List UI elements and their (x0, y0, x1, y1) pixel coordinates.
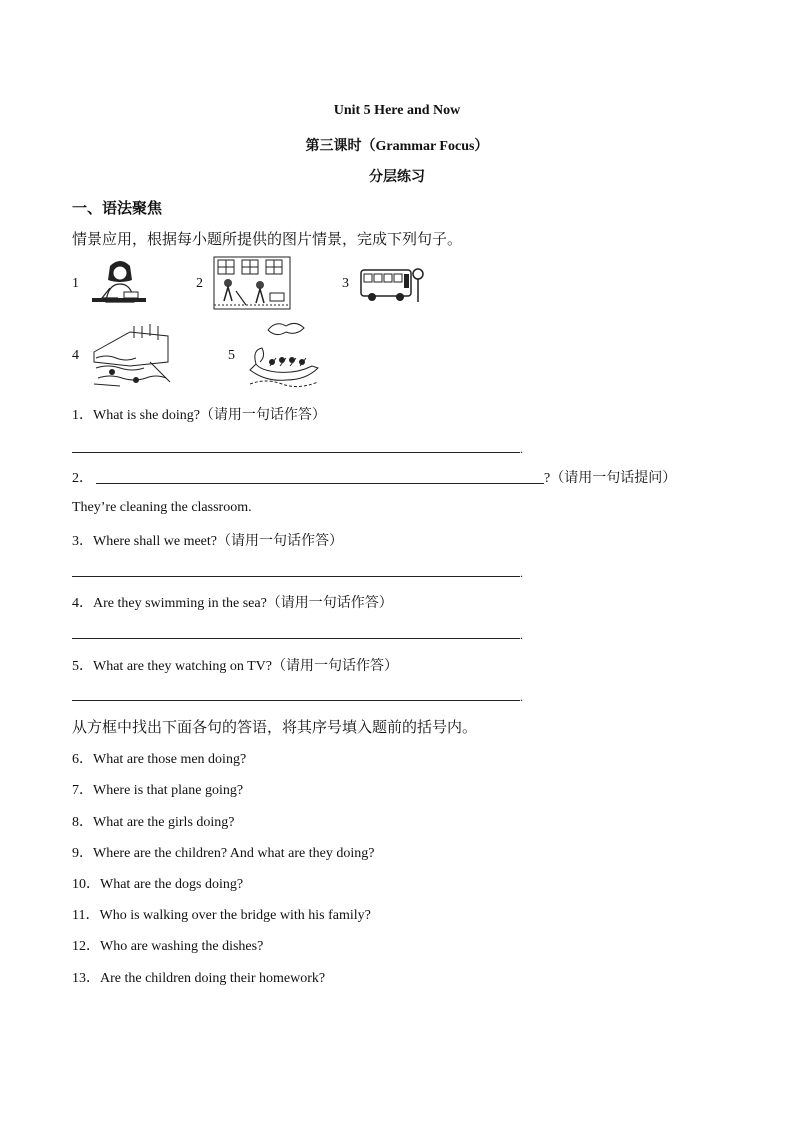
picture-number: 2 (196, 276, 203, 291)
page-subtitle: 分层练习 (369, 170, 425, 185)
question-13: 13．Are the children doing their homework? (72, 971, 326, 986)
question-8: 8．What are the girls doing? (72, 815, 235, 830)
answer-line-4[interactable] (72, 638, 520, 639)
question-7: 7．Where is that plane going? (72, 783, 244, 798)
section-instruction: 情景应用，根据每小题所提供的图片情景，完成下列句子。 (72, 232, 463, 248)
answer-line-5[interactable] (72, 700, 520, 701)
line-end-period: . (520, 628, 523, 642)
picture-number: 1 (72, 276, 79, 291)
question-2-answer: They’re cleaning the classroom. (72, 500, 252, 515)
cleaning-classroom-picture (212, 255, 292, 311)
question-11: 11．Who is walking over the bridge with his family? (72, 908, 371, 923)
question-9: 9．Where are the children? And what are they doing? (72, 846, 375, 861)
question-2-number: 2． (72, 471, 93, 486)
question-3: 3．Where shall we meet?（请用一句话作答） (72, 534, 343, 549)
picture-number: 3 (342, 276, 349, 291)
line-end-period: . (520, 442, 523, 456)
question-4: 4．Are they swimming in the sea?（请用一句话作答） (72, 596, 393, 611)
page-title: Unit 5 Here and Now (333, 103, 461, 118)
question-2-hint: ?（请用一句话提问） (544, 471, 677, 486)
answer-line-2[interactable] (96, 483, 544, 484)
question-10: 10．What are the dogs doing? (72, 877, 244, 892)
bus-stop-picture (358, 264, 428, 304)
question-5: 5．What are they watching on TV?（请用一句话作答） (72, 659, 398, 674)
line-end-period: . (520, 566, 523, 580)
picture-number: 5 (228, 348, 235, 363)
swimming-pool-picture (90, 322, 174, 390)
question-6: 6．What are those men doing? (72, 752, 247, 767)
line-end-period: . (520, 690, 523, 704)
section-heading: 一、语法聚焦 (72, 201, 163, 217)
dragon-boat-picture (246, 320, 322, 390)
answer-line-1[interactable] (72, 452, 520, 453)
picture-number: 4 (72, 348, 79, 363)
lesson-title: 第三课时（Grammar Focus） (305, 139, 489, 154)
matching-instruction: 从方框中找出下面各句的答语，将其序号填入题前的括号内。 (72, 720, 478, 736)
question-1: 1．What is she doing?（请用一句话作答） (72, 408, 326, 423)
question-12: 12．Who are washing the dishes? (72, 939, 264, 954)
girl-studying-picture (88, 258, 150, 308)
answer-line-3[interactable] (72, 576, 520, 577)
